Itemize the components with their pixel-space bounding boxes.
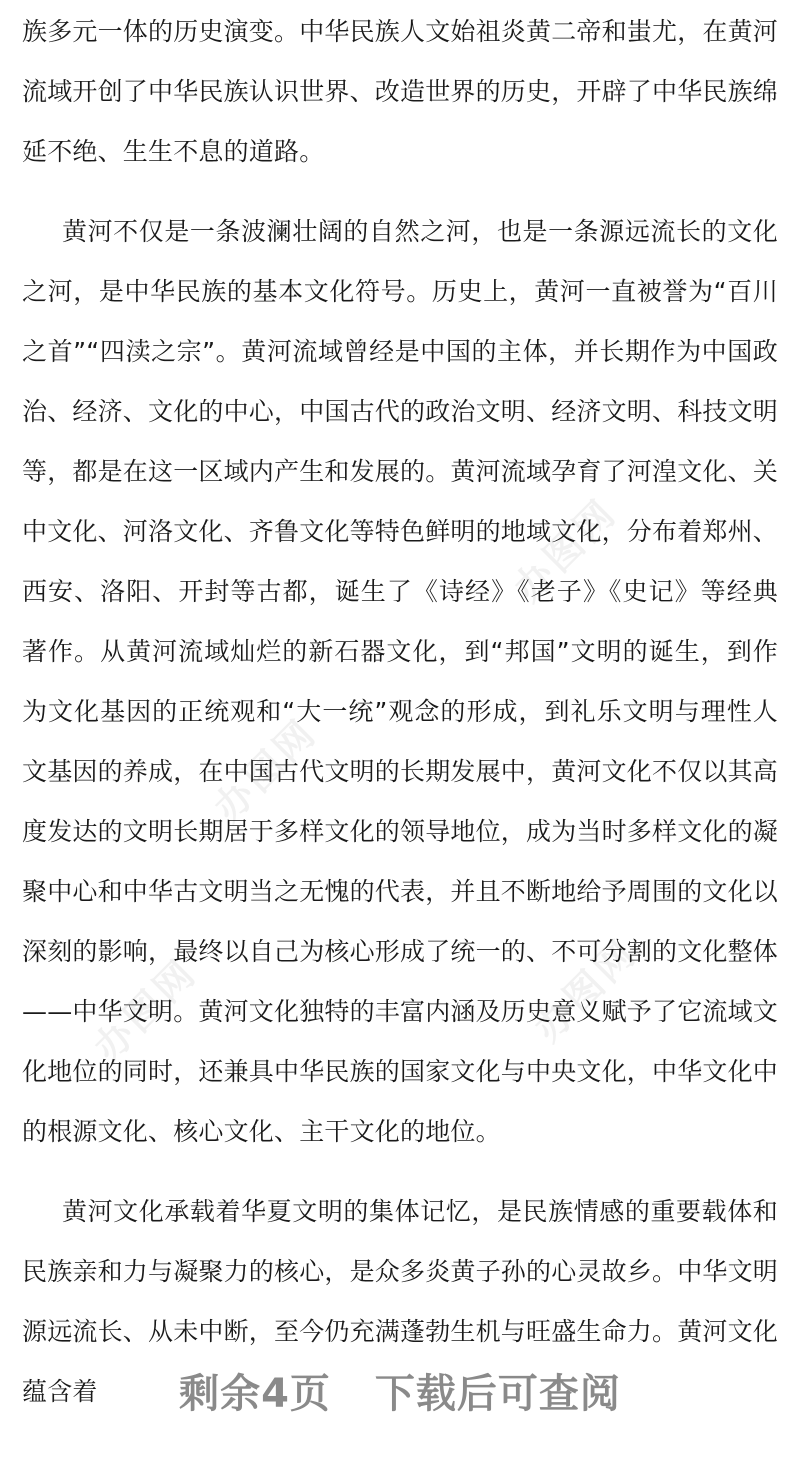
paragraph-2: 黄河不仅是一条波澜壮阔的自然之河，也是一条源远流长的文化之河，是中华民族的基本文化符号。历史上，黄河一直被誉为“百川之首”“四渎之宗”。黄河流域曾经是中国的主体，并长期作为中国政治、经济、文化的中心，中国古代的政治文明、经济文明、科技文明等，都是在这一区域内产生和发展的。黄河流域孕育了河湟文化、关中文化、河洛文化、齐鲁文化等特色鲜明的地域文化，分布着郑州、西安、洛阳、开封等古都，诞生了《诗经》《老子》《史记》等经典著作。从黄河流域灿烂的新石器文化，到“邦国”文明的诞生，到作为文化基因的正统观和“大一统”观念的形成，到礼乐文明与理性人文基因的养成，在中国古代文明的长期发展中，黄河文化不仅以其高度发达的文明长期居于多样文化的领导地位，成为当时多样文化的凝聚中心和中华古文明当之无愧的代表，并且不断地给予周围的文化以深刻的影响，最终以自己为核心形成了统一的、不可分割的文化整体——中华文明。黄河文化独特的丰富内涵及历史意义赋予了它流域文化地位的同时，还兼具中华民族的国家文化与中央文化，中华文化中的根源文化、核心文化、主干文化的地位。 [22, 217, 779, 1146]
watermark: 办图网 [85, 949, 206, 1071]
watermark: 办图网 [205, 709, 326, 831]
watermark: 办图网 [505, 489, 626, 611]
document-body [22, 2, 778, 1422]
paragraph-3: 黄河文化承载着华夏文明的集体记忆，是民族情感的重要载体和民族亲和力与凝聚力的核心，是众多炎黄子孙的心灵故乡。中华文明源远流长、从未中断，至今仍充满蓬勃生机与旺盛生命力。黄河文化蕴含着 [22, 1197, 779, 1406]
watermark: 办图网 [525, 929, 646, 1051]
download-prompt-label[interactable]: 下载后可查阅 [374, 1371, 621, 1417]
paragraph-1: 族多元一体的历史演变。中华民族人文始祖炎黄二帝和蚩尤，在黄河流域开创了中华民族认识世界、改造世界的历史，开辟了中华民族绵延不绝、生生不息的道路。 [22, 17, 779, 166]
download-banner[interactable] [0, 1362, 800, 1419]
remaining-pages-label: 剩余4页 [179, 1371, 331, 1417]
